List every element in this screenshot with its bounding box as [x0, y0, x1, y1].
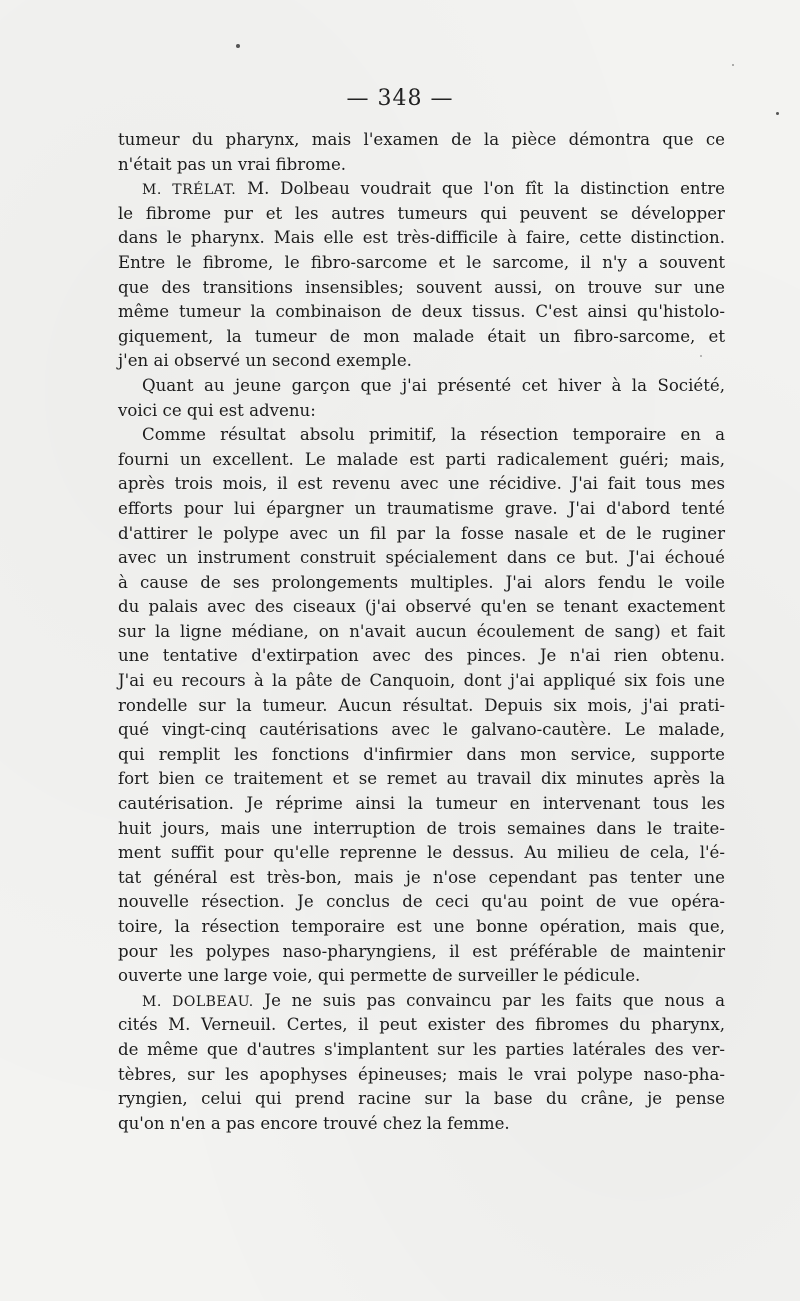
text-line: une tentative d'extirpation avec des pinces. Je n'ai rien obtenu.: [118, 646, 725, 666]
text-span: M. Dolbeau voudrait que l'on fît la distinction entre: [236, 179, 725, 199]
text-line: Entre le fibrome, le fibro-sarcome et le sarcome, il n'y a souvent: [118, 252, 725, 272]
text-line: [118, 177, 725, 202]
text-line: après trois mois, il est revenu avec une récidive. J'ai fait tous mes: [118, 474, 725, 494]
text-line: ryngien, celui qui prend racine sur la base du crâne, je pense: [118, 1089, 725, 1109]
text-line: nouvelle résection. Je conclus de ceci qu'au point de vue opéra-: [118, 892, 725, 912]
text-line: huit jours, mais une interruption de trois semaines dans le traite-: [118, 818, 725, 838]
text-line: le fibrome pur et les autres tumeurs qui peuvent se développer: [118, 203, 725, 223]
text-line: j'en ai observé un second exemple.: [118, 351, 412, 371]
text-line: n'était pas un vrai fibrome.: [118, 154, 347, 174]
text-line: fourni un excellent. Le malade est parti radicalement guéri; mais,: [118, 449, 725, 469]
text-line: tat général est très-bon, mais je n'ose cependant pas tenter une: [118, 867, 725, 887]
text-line: avec un instrument construit spécialement dans ce but. J'ai échoué: [118, 548, 725, 568]
text-line: à cause de ses prolongements multiples. J'ai alors fendu le voile: [118, 572, 725, 592]
text-line: d'attirer le polype avec un fil par la fosse nasale et de le ruginer: [118, 523, 725, 543]
text-line: efforts pour lui épargner un traumatisme grave. J'ai d'abord tenté: [118, 498, 725, 518]
text-line: du palais avec des ciseaux (j'ai observé qu'en se tenant exactement: [118, 597, 725, 617]
text-line: Quant au jeune garçon que j'ai présenté cet hiver à la Société,: [142, 375, 725, 395]
text-line: qui remplit les fonctions d'infirmier dans mon service, supporte: [118, 744, 725, 764]
text-line: tumeur du pharynx, mais l'examen de la pièce démontra que ce: [118, 130, 725, 149]
text-line: J'ai eu recours à la pâte de Canquoin, dont j'ai appliqué six fois une: [118, 671, 725, 691]
text-line: cautérisation. Je réprime ainsi la tumeur en intervenant tous les: [118, 794, 725, 814]
body-text: [118, 128, 725, 1136]
text-line: toire, la résection temporaire est une bonne opération, mais que,: [118, 917, 725, 936]
print-speck: [732, 64, 734, 66]
text-line: de même que d'autres s'implantent sur les parties latérales des ver-: [118, 1039, 725, 1059]
text-line: [118, 989, 725, 1014]
text-line: ouverte une large voie, qui permette de surveiller le pédicule.: [118, 966, 641, 986]
text-line: pour les polypes naso-pharyngiens, il est préférable de maintenir: [118, 941, 725, 961]
text-line: tèbres, sur les apophyses épineuses; mais le vrai polype naso-pha-: [118, 1064, 725, 1084]
text-line: qué vingt-cinq cautérisations avec le galvano-cautère. Le malade,: [118, 720, 725, 740]
speaker-name: M. TRÉLAT.: [142, 182, 237, 199]
text-line: cités M. Verneuil. Certes, il peut exister des fibromes du pharynx,: [118, 1015, 725, 1035]
text-line: dans le pharynx. Mais elle est très-difficile à faire, cette distinction.: [118, 228, 725, 248]
print-speck: [700, 355, 702, 357]
text-line: giquement, la tumeur de mon malade était un fibro-sarcome, et: [118, 326, 725, 346]
text-span: Je ne suis pas convaincu par les faits que nous a: [253, 990, 725, 1010]
page-number: — 348 —: [346, 86, 454, 111]
text-line: qu'on n'en a pas encore trouvé chez la femme.: [118, 1113, 510, 1133]
text-line: sur la ligne médiane, on n'avait aucun écoulement de sang) et fait: [118, 621, 725, 641]
text-line: que des transitions insensibles; souvent aussi, on trouve sur une: [118, 277, 725, 297]
text-line: fort bien ce traitement et se remet au travail dix minutes après la: [118, 769, 725, 789]
text-line: même tumeur la combinaison de deux tissus. C'est ainsi qu'histolo-: [118, 302, 725, 322]
text-line: rondelle sur la tumeur. Aucun résultat. Depuis six mois, j'ai prati-: [118, 695, 725, 715]
speaker-name: M. DOLBEAU.: [142, 993, 254, 1010]
text-line: voici ce qui est advenu:: [118, 400, 316, 420]
text-line: Comme résultat absolu primitif, la résection temporaire en a: [142, 425, 725, 445]
print-speck: [776, 112, 779, 115]
text-line: ment suffit pour qu'elle reprenne le dessus. Au milieu de cela, l'é-: [118, 843, 725, 863]
print-speck: [236, 44, 240, 48]
